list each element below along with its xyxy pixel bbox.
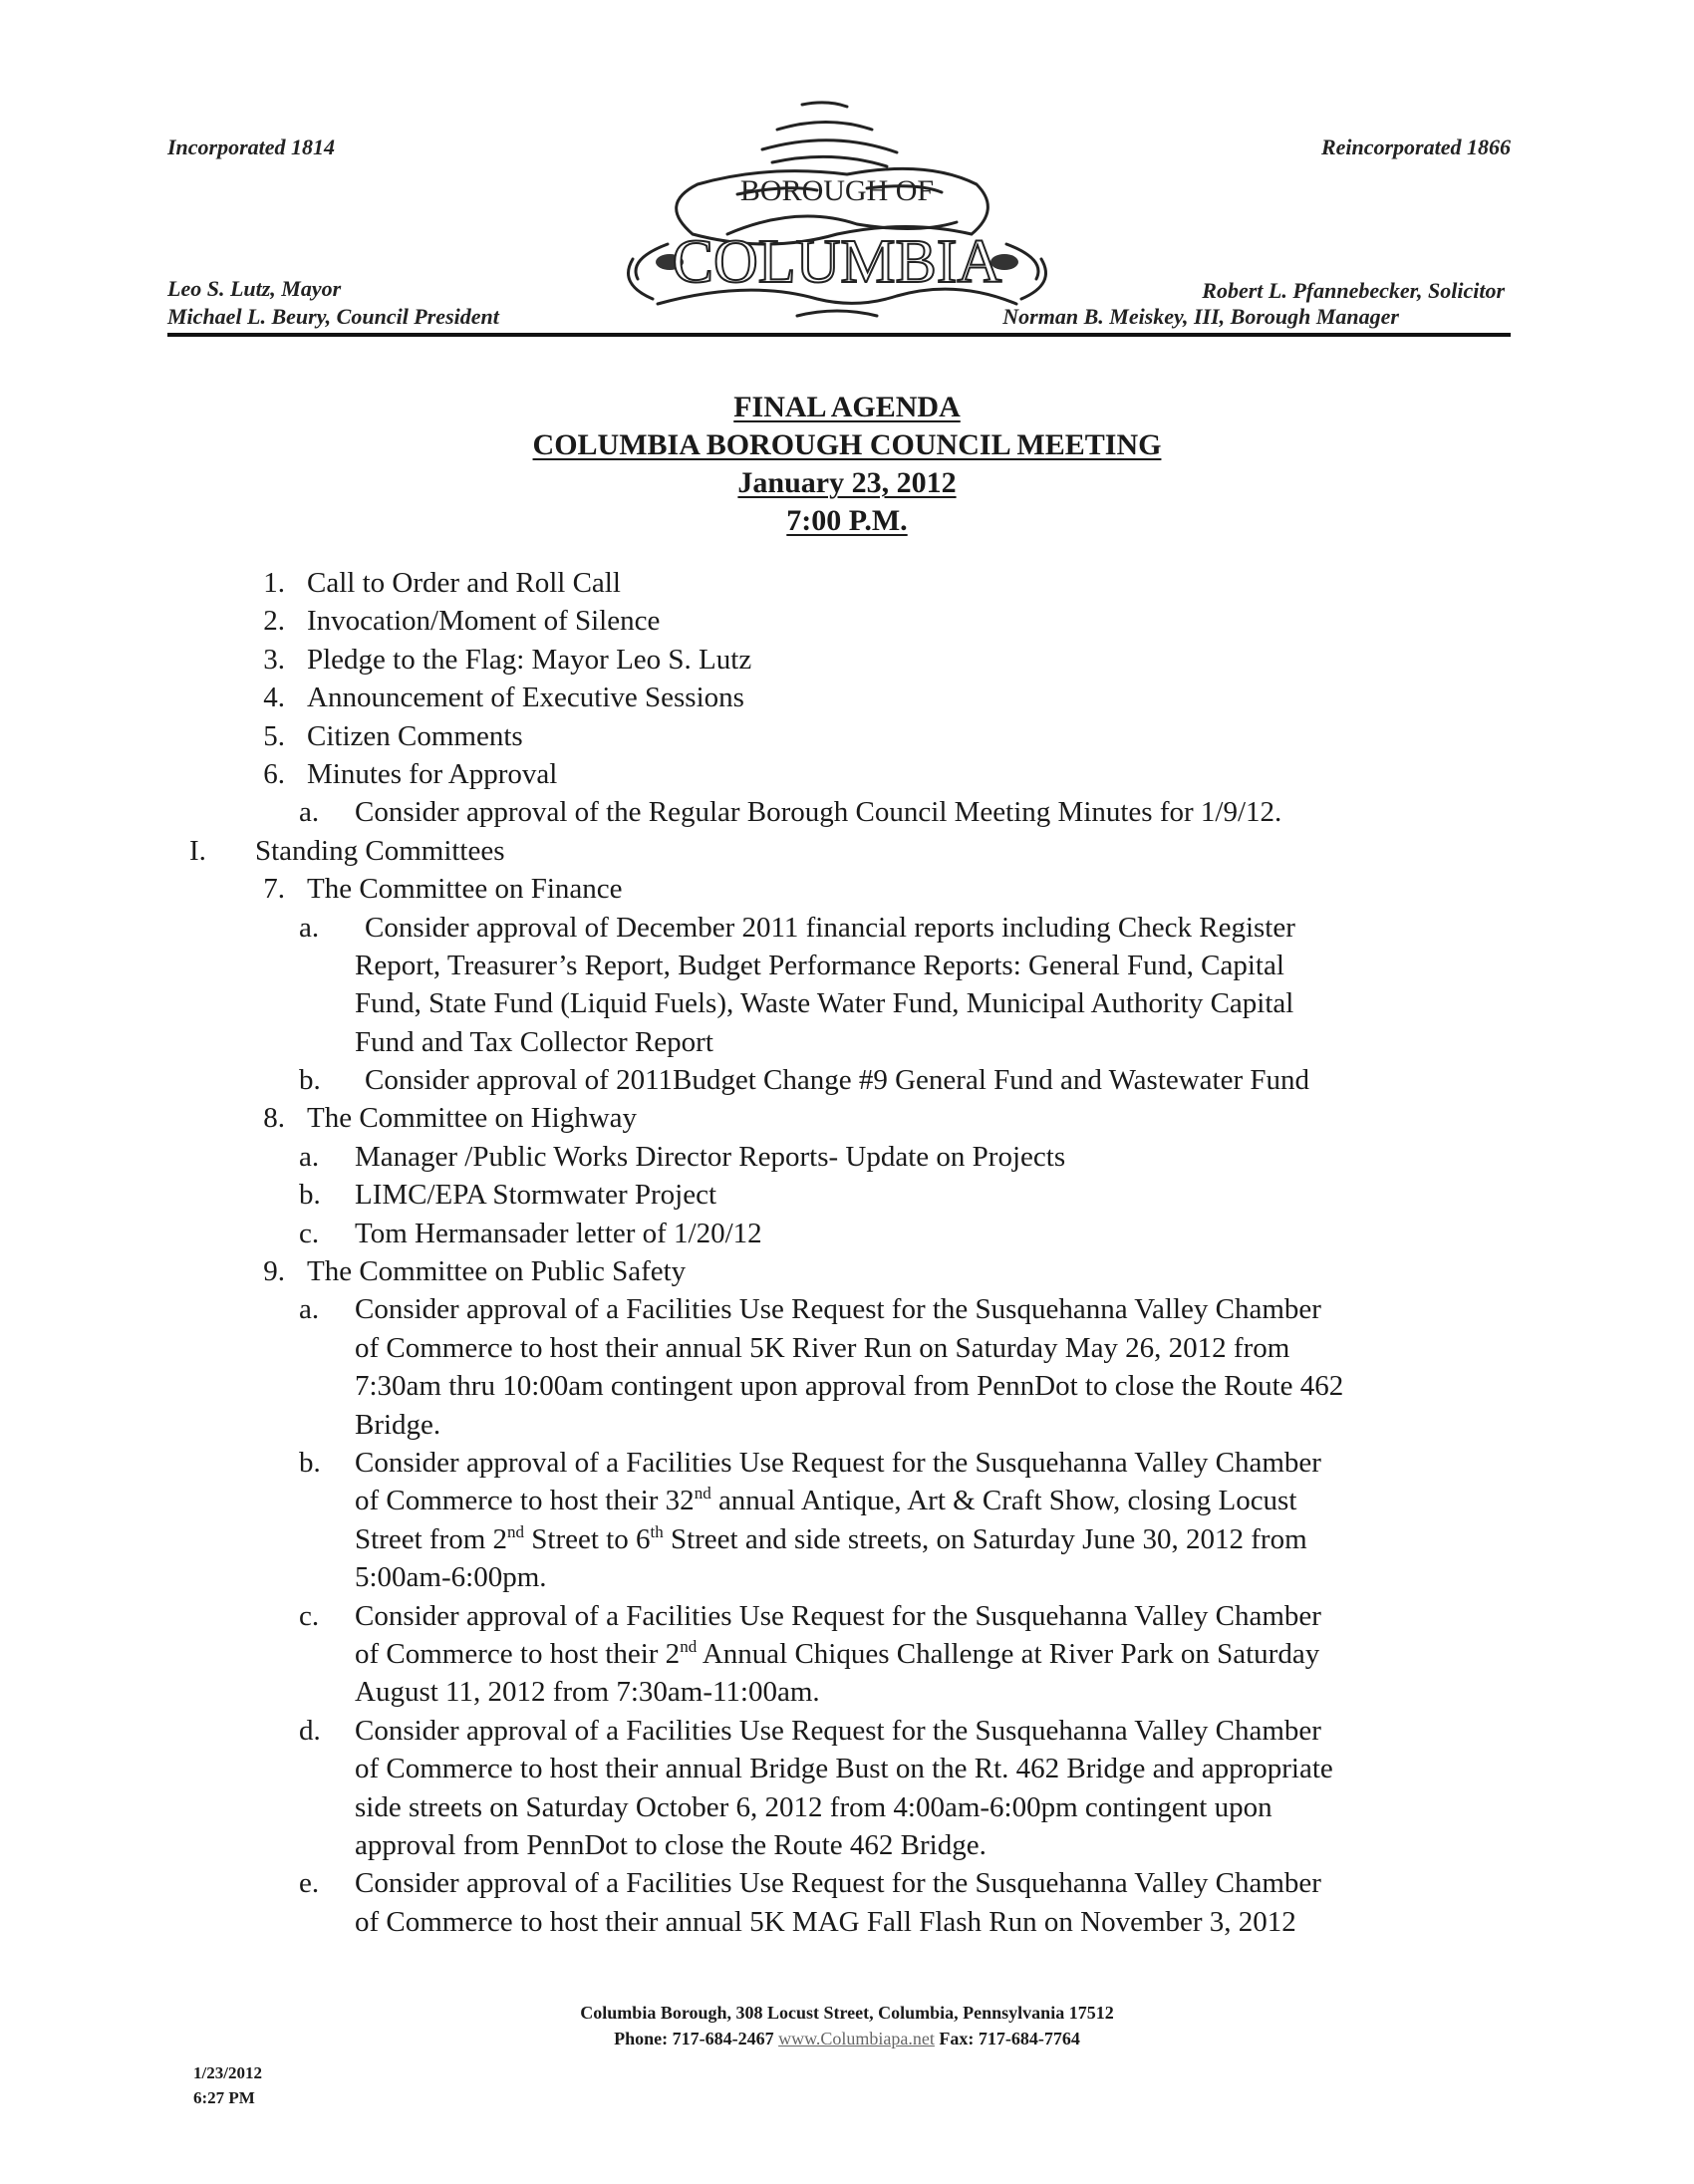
subitem-text: Consider approval of a Facilities Use Request for the Susquehanna Valley Chamber: [355, 1714, 1321, 1747]
meeting-name: COLUMBIA BOROUGH COUNCIL MEETING: [532, 428, 1162, 461]
subitem-letter: d.: [299, 1714, 321, 1747]
subitem-text: [355, 1520, 1307, 1558]
footer-address: Columbia Borough, 308 Locust Street, Columbia, Pennsylvania 17512: [580, 2003, 1114, 2023]
text-fragment: Street from 2: [355, 1522, 508, 1555]
agenda-item-3: [0, 641, 1694, 679]
item-text: Citizen Comments: [307, 719, 523, 752]
item-text: Announcement of Executive Sessions: [307, 682, 744, 714]
text-fragment: Street to 6: [524, 1522, 651, 1555]
text-fragment: of Commerce to host their 2: [355, 1637, 681, 1670]
subitem-letter: b.: [299, 1064, 321, 1097]
meeting-date: January 23, 2012: [737, 466, 957, 499]
incorporated-date: Incorporated 1814: [167, 135, 336, 159]
subitem-text: [355, 1482, 1296, 1519]
subitem-text: Consider approval of a Facilities Use Request for the Susquehanna Valley Chamber: [355, 1867, 1321, 1900]
text-fragment: annual Antique, Art & Craft Show, closing Locust: [710, 1485, 1297, 1517]
section-standing-committees: [0, 832, 1694, 870]
subitem-text: of Commerce to host their annual 5K MAG Fall Flash Run on November 3, 2012: [355, 1905, 1296, 1938]
subitem-text: Fund and Tax Collector Report: [355, 1025, 713, 1058]
agenda-item-9d: [0, 1712, 1694, 1750]
item-number: 7.: [263, 873, 285, 906]
item-number: 5.: [263, 719, 285, 752]
agenda-item-9e: [0, 1864, 1694, 1902]
subitem-text: Consider approval of 2011Budget Change #9 General Fund and Wastewater Fund: [365, 1064, 1310, 1097]
subitem-text: 5:00am-6:00pm.: [355, 1561, 547, 1594]
page-footer: [0, 2000, 1694, 2051]
subitem-text: August 11, 2012 from 7:30am-11:00am.: [355, 1676, 820, 1709]
agenda-item-5: [0, 717, 1694, 755]
item-text: The Committee on Finance: [307, 873, 623, 906]
agenda-item-7a: [0, 909, 1694, 947]
agenda-item-9a-cont: [0, 1329, 1694, 1367]
agenda-item-9: [0, 1252, 1694, 1290]
subitem-text: Consider approval of December 2011 financial reports including Check Register: [365, 911, 1295, 944]
solicitor-name: Robert L. Pfannebecker, Solicitor: [1202, 278, 1505, 303]
agenda-item-9d-cont: [0, 1788, 1694, 1826]
agenda-item-9d-cont: [0, 1826, 1694, 1864]
text-fragment: of Commerce to host their 32: [355, 1485, 695, 1517]
subitem-letter: b.: [299, 1179, 321, 1212]
subitem-letter: b.: [299, 1446, 321, 1479]
section-number: I.: [189, 834, 206, 867]
agenda-item-9b-cont: [0, 1482, 1694, 1519]
subitem-letter: e.: [299, 1867, 320, 1900]
subitem-text: approval from PennDot to close the Route 462 Bridge.: [355, 1828, 987, 1861]
borough-logo: [598, 95, 1076, 324]
ordinal-suffix: th: [650, 1521, 664, 1541]
agenda-item-7a-cont: [0, 984, 1694, 1022]
ordinal-suffix: nd: [680, 1636, 698, 1656]
ordinal-suffix: nd: [507, 1521, 525, 1541]
borough-manager-name: Norman B. Meiskey, III, Borough Manager: [1002, 304, 1399, 329]
agenda-item-8c: [0, 1215, 1694, 1252]
print-timestamp: [193, 2060, 262, 2110]
agenda-item-6a: [0, 793, 1694, 831]
item-number: 4.: [263, 682, 285, 714]
agenda-item-9c: [0, 1597, 1694, 1635]
subitem-letter: c.: [299, 1599, 320, 1632]
agenda-item-8b: [0, 1176, 1694, 1214]
subitem-text: Consider approval of the Regular Borough Council Meeting Minutes for 1/9/12.: [355, 796, 1282, 829]
item-number: 6.: [263, 757, 285, 790]
footer-phone: Phone: 717-684-2467: [614, 2029, 779, 2048]
footer-fax: Fax: 717-684-7764: [934, 2029, 1080, 2048]
agenda-item-2: [0, 602, 1694, 640]
subitem-text: Tom Hermansader letter of 1/20/12: [355, 1217, 762, 1249]
item-number: 8.: [263, 1102, 285, 1135]
text-fragment: Annual Chiques Challenge at River Park on Saturday: [697, 1637, 1320, 1670]
subitem-text: Consider approval of a Facilities Use Request for the Susquehanna Valley Chamber: [355, 1293, 1321, 1326]
agenda-item-9d-cont: [0, 1750, 1694, 1787]
agenda-item-9b-cont: [0, 1520, 1694, 1558]
item-number: 1.: [263, 567, 285, 599]
item-text: The Committee on Public Safety: [307, 1255, 687, 1288]
document-title: FINAL AGENDA: [733, 391, 961, 423]
item-text: Pledge to the Flag: Mayor Leo S. Lutz: [307, 643, 752, 676]
mayor-name: Leo S. Lutz, Mayor: [167, 276, 342, 301]
subitem-text: Consider approval of a Facilities Use Request for the Susquehanna Valley Chamber: [355, 1599, 1321, 1632]
agenda-item-9a: [0, 1290, 1694, 1328]
subitem-letter: a.: [299, 1140, 320, 1173]
item-number: 2.: [263, 605, 285, 638]
subitem-text: Consider approval of a Facilities Use Request for the Susquehanna Valley Chamber: [355, 1446, 1321, 1479]
item-text: Call to Order and Roll Call: [307, 567, 621, 599]
section-title: Standing Committees: [255, 834, 505, 867]
item-text: Minutes for Approval: [307, 757, 558, 790]
item-number: 3.: [263, 643, 285, 676]
subitem-text: of Commerce to host their annual 5K River Run on Saturday May 26, 2012 from: [355, 1331, 1290, 1364]
agenda-item-9e-cont: [0, 1903, 1694, 1941]
text-fragment: Street and side streets, on Saturday June 30, 2012 from: [663, 1522, 1307, 1555]
item-text: The Committee on Highway: [307, 1102, 638, 1135]
letterhead-divider: [167, 333, 1511, 337]
footer-contact: [0, 2026, 1694, 2051]
subitem-letter: a.: [299, 1293, 320, 1326]
agenda-item-7: [0, 870, 1694, 908]
website-link[interactable]: www.Columbiapa.net: [778, 2029, 935, 2048]
subitem-letter: a.: [299, 796, 320, 829]
print-time: 6:27 PM: [193, 2088, 255, 2107]
subitem-text: Fund, State Fund (Liquid Fuels), Waste Water Fund, Municipal Authority Capital: [355, 987, 1294, 1020]
print-date: 1/23/2012: [193, 2063, 262, 2082]
agenda-item-9a-cont: [0, 1406, 1694, 1444]
subitem-text: LIMC/EPA Stormwater Project: [355, 1179, 717, 1212]
subitem-text: side streets on Saturday October 6, 2012 from 4:00am-6:00pm contingent upon: [355, 1790, 1272, 1823]
agenda-item-9a-cont: [0, 1367, 1694, 1405]
council-president-name: Michael L. Beury, Council President: [167, 304, 499, 329]
logo-columbia-text: COLUMBIA: [672, 228, 1002, 296]
agenda-item-9b: [0, 1444, 1694, 1482]
subitem-text: Report, Treasurer’s Report, Budget Performance Reports: General Fund, Capital: [355, 949, 1284, 981]
subitem-text: Bridge.: [355, 1408, 441, 1441]
reincorporated-date: Reincorporated 1866: [1320, 135, 1511, 159]
subitem-text: Manager /Public Works Director Reports- Update on Projects: [355, 1140, 1066, 1173]
ordinal-suffix: nd: [694, 1484, 711, 1503]
agenda-title-block: [0, 389, 1694, 540]
subitem-letter: a.: [299, 911, 320, 944]
agenda-list: [0, 564, 1694, 1941]
agenda-item-7a-cont: [0, 1023, 1694, 1061]
agenda-item-6: [0, 755, 1694, 793]
item-number: 9.: [263, 1255, 285, 1288]
subitem-text: 7:30am thru 10:00am contingent upon approval from PennDot to close the Route 462: [355, 1370, 1344, 1403]
subitem-letter: c.: [299, 1217, 320, 1249]
meeting-time: 7:00 P.M.: [786, 504, 908, 537]
agenda-item-9c-cont: [0, 1673, 1694, 1711]
agenda-item-9c-cont: [0, 1635, 1694, 1673]
agenda-item-8: [0, 1099, 1694, 1137]
item-text: Invocation/Moment of Silence: [307, 605, 661, 638]
agenda-item-7b: [0, 1061, 1694, 1099]
logo-borough-of-text: BOROUGH OF: [739, 174, 935, 207]
agenda-item-4: [0, 679, 1694, 716]
agenda-item-1: [0, 564, 1694, 602]
agenda-item-8a: [0, 1138, 1694, 1176]
subitem-text: of Commerce to host their annual Bridge Bust on the Rt. 462 Bridge and appropriate: [355, 1753, 1333, 1785]
subitem-text: [355, 1635, 1319, 1673]
agenda-item-7a-cont: [0, 947, 1694, 984]
agenda-item-9b-cont: [0, 1558, 1694, 1596]
